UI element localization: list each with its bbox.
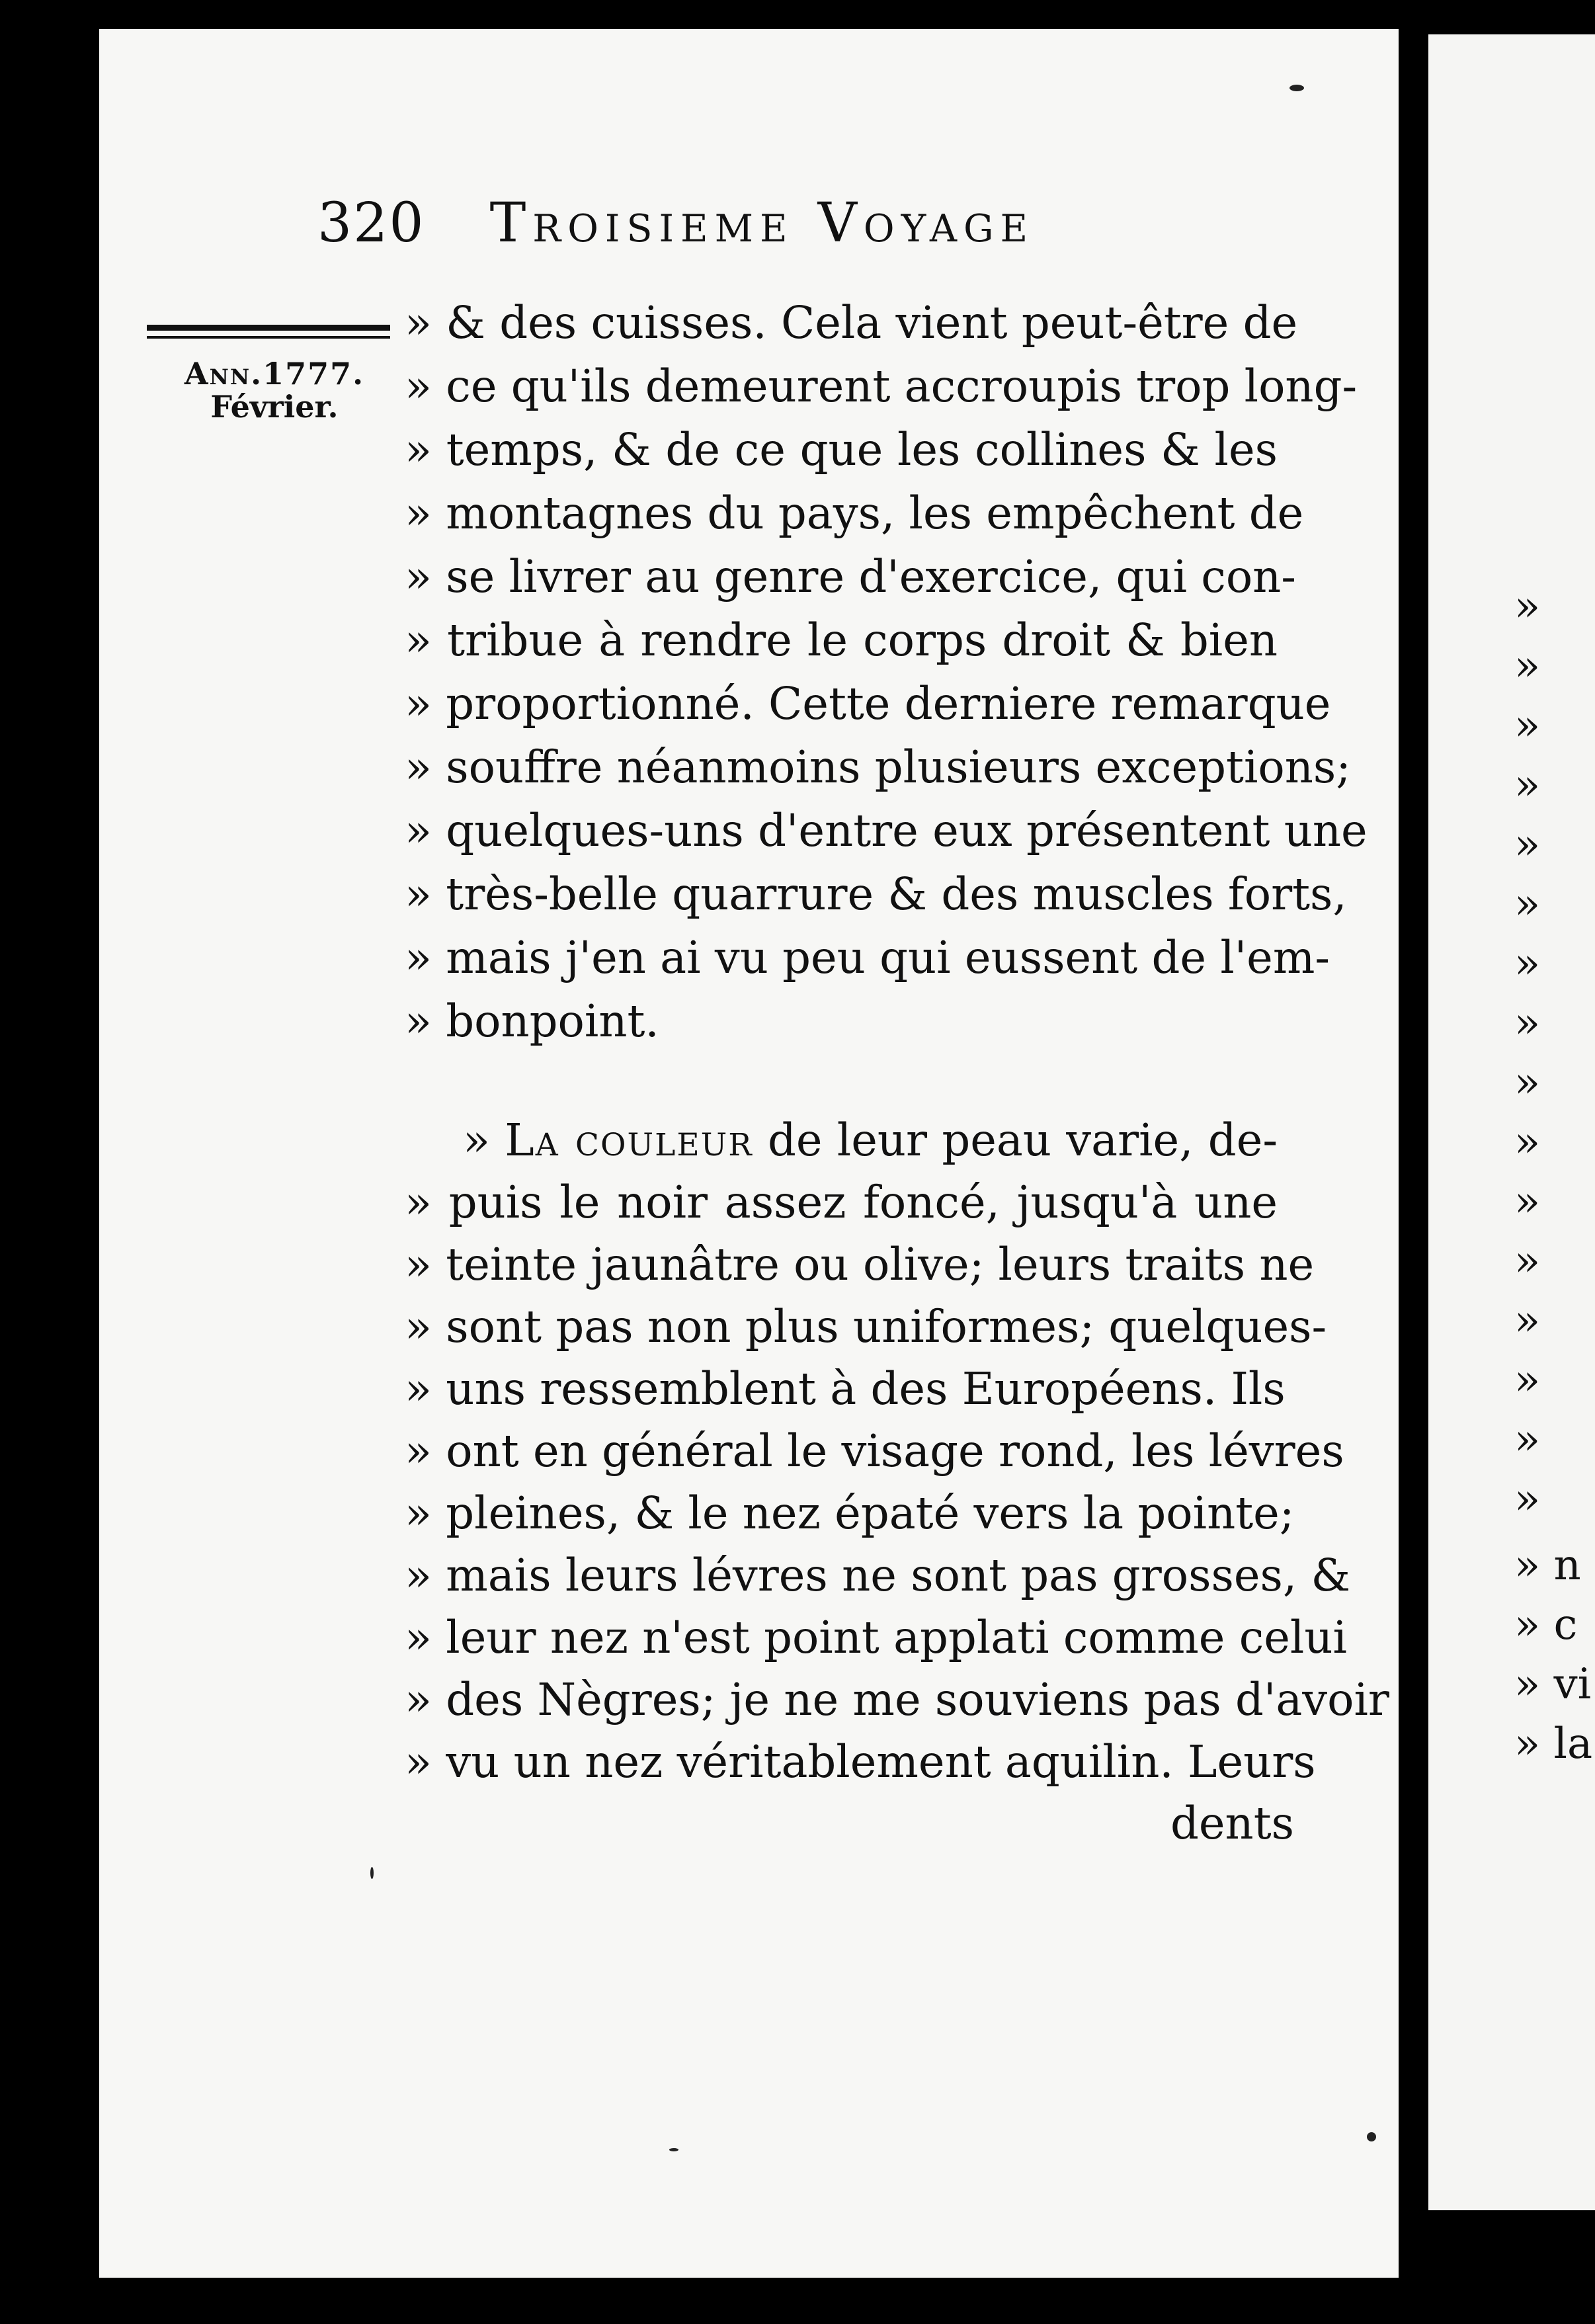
running-title: Troisieme Voyage: [489, 192, 1035, 255]
text-line: » quelques-uns d'entre eux présentent une: [405, 805, 1368, 856]
ink-speck: [1367, 2132, 1376, 2141]
text-line: » teinte jaunâtre ou olive; leurs traits ne: [405, 1239, 1315, 1290]
text-line: » leur nez n'est point applati comme celui: [405, 1612, 1347, 1663]
fragment: »: [1514, 1177, 1541, 1226]
fragment: »: [1514, 761, 1541, 809]
text-line: » souffre néanmoins plusieurs exceptions;: [405, 741, 1351, 793]
fragment: »: [1514, 1118, 1541, 1167]
fragment: »: [1514, 820, 1541, 869]
paragraph-opening-line: » La couleur de leur peau varie, de-: [463, 1114, 1278, 1166]
margin-note-year: Ann.1777.: [184, 356, 365, 392]
fragment: »: [1514, 1296, 1541, 1345]
text-line: » bonpoint.: [405, 995, 659, 1047]
fragment: »: [1514, 1415, 1541, 1464]
text-line: » ont en général le visage rond, les lévres: [405, 1425, 1344, 1477]
fragment: » la: [1514, 1720, 1593, 1768]
text-line: » mais leurs lévres ne sont pas grosses, &: [405, 1550, 1351, 1601]
fragment: »: [1514, 1058, 1541, 1107]
text-line: » proportionné. Cette derniere remarque: [405, 678, 1331, 729]
fragment: »: [1514, 1237, 1541, 1286]
fragment: » n: [1514, 1541, 1581, 1590]
text-line: » puis le noir assez foncé, jusqu'à une: [405, 1177, 1278, 1228]
text-line: » sont pas non plus uniformes; quelques-: [405, 1301, 1327, 1352]
page-number: 320: [317, 192, 425, 255]
text-line: » mais j'en ai vu peu qui eussent de l'em-: [405, 932, 1330, 983]
text-line: » vu un nez véritablement aquilin. Leurs: [405, 1736, 1316, 1788]
text-line: » pleines, & le nez épaté vers la pointe;: [405, 1487, 1295, 1539]
fragment: »: [1514, 1356, 1541, 1405]
opening-line-rest: de leur peau varie, de-: [767, 1114, 1278, 1166]
text-line: » des Nègres; je ne me souviens pas d'avoir: [405, 1674, 1389, 1725]
margin-rule-thick: [147, 325, 390, 331]
ink-speck: [1289, 85, 1304, 91]
fragment: »: [1514, 999, 1541, 1048]
running-header: [317, 192, 1309, 271]
margin-rule-thin: [147, 336, 390, 339]
fragment: »: [1514, 880, 1541, 929]
fragment: »: [1514, 939, 1541, 988]
right-page-edge: [1428, 34, 1595, 2210]
text-line: » temps, & de ce que les collines & les: [405, 424, 1278, 476]
fragment: »: [1514, 1475, 1541, 1524]
margin-note-month: Février.: [210, 389, 339, 425]
fragment: »: [1514, 582, 1541, 631]
text-line: » se livrer au genre d'exercice, qui con-: [405, 551, 1296, 602]
text-line: » & des cuisses. Cela vient peut-être de: [405, 297, 1298, 349]
fragment: » c: [1514, 1600, 1578, 1649]
catchword: dents: [1170, 1798, 1294, 1849]
text-line: » uns ressemblent à des Européens. Ils: [405, 1363, 1286, 1415]
text-line: » très-belle quarrure & des muscles forts,: [405, 868, 1347, 920]
fragment: »: [1514, 642, 1541, 690]
paragraph-lead: La couleur: [505, 1114, 753, 1166]
fragment: »: [1514, 701, 1541, 750]
ink-speck: [669, 2148, 678, 2151]
margin-note: [139, 357, 410, 423]
ink-speck: [370, 1867, 374, 1879]
text-line: » montagnes du pays, les empêchent de: [405, 487, 1304, 539]
fragment: » vi: [1514, 1660, 1592, 1709]
text-line: » ce qu'ils demeurent accroupis trop long-: [405, 360, 1358, 412]
text-line: » tribue à rendre le corps droit & bien: [405, 614, 1278, 666]
